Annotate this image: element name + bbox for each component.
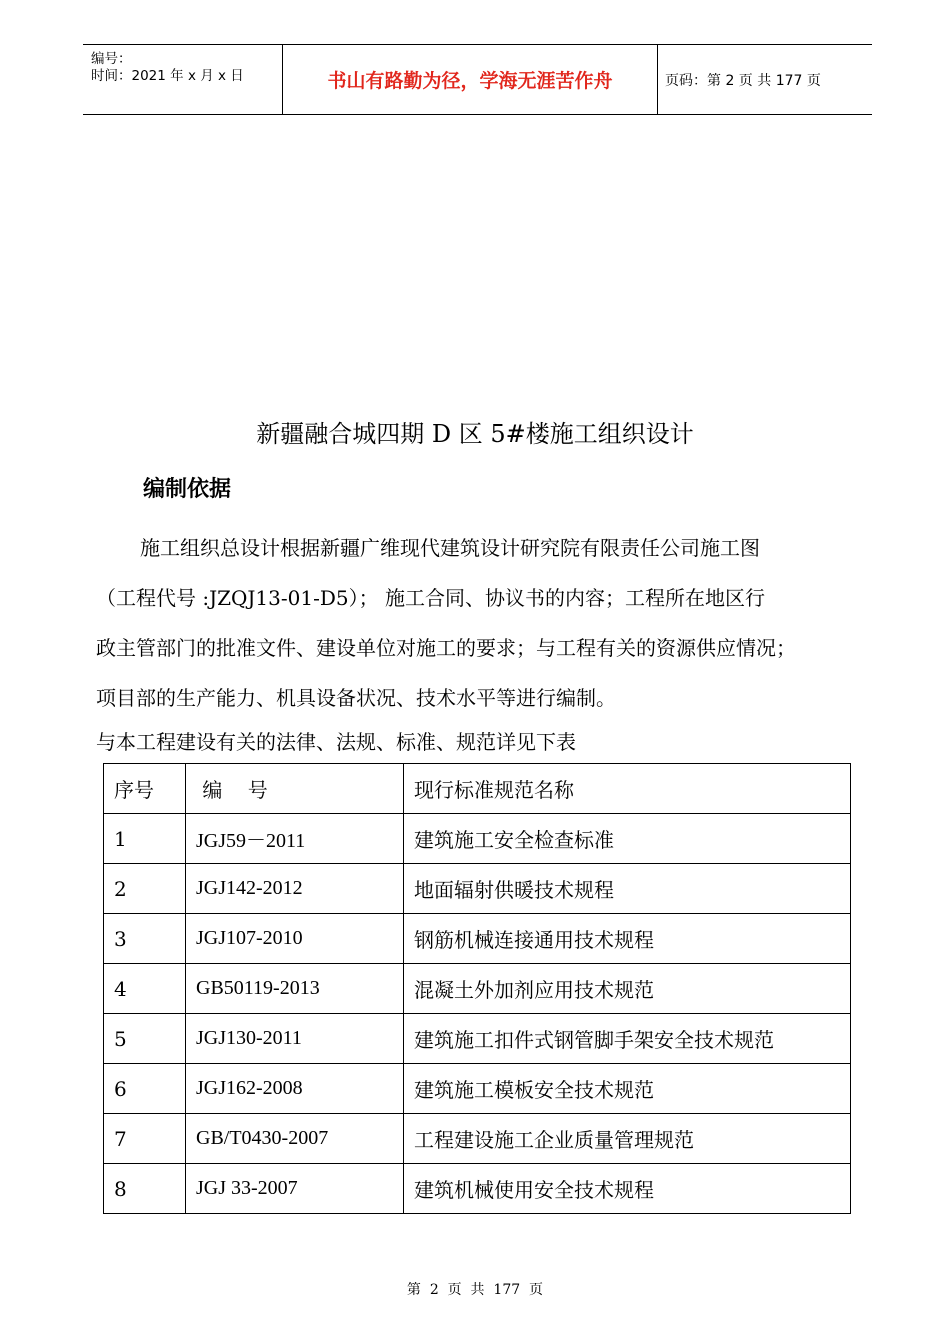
- row-code: JGJ142-2012: [186, 864, 404, 914]
- header-motto: 书山有路勤为径，学海无涯苦作舟: [282, 45, 658, 114]
- row-code: JGJ59－2011: [186, 814, 404, 864]
- header-index: 序号: [104, 764, 186, 814]
- table-header-row: [104, 764, 851, 814]
- row-code: GB50119-2013: [186, 964, 404, 1014]
- table-row: [104, 864, 851, 914]
- row-index: 7: [104, 1114, 186, 1164]
- table-intro: 与本工程建设有关的法律、法规、标准、规范详见下表: [96, 730, 576, 754]
- row-name: 钢筋机械连接通用技术规程: [404, 914, 851, 964]
- row-index: 8: [104, 1164, 186, 1214]
- page-footer: 第 2 页 共 177 页: [406, 1282, 544, 1298]
- row-code: JGJ162-2008: [186, 1064, 404, 1114]
- row-name: 建筑施工模板安全技术规范: [404, 1064, 851, 1114]
- row-index: 5: [104, 1014, 186, 1064]
- table-row: [104, 1064, 851, 1114]
- header-name: 现行标准规范名称: [404, 764, 851, 814]
- row-index: 6: [104, 1064, 186, 1114]
- basis-paragraph: [96, 523, 876, 723]
- table-row: [104, 1014, 851, 1064]
- row-name: 工程建设施工企业质量管理规范: [404, 1114, 851, 1164]
- paragraph-line: 施工组织总设计根据新疆广维现代建筑设计研究院有限责任公司施工图: [140, 536, 760, 560]
- row-code: JGJ 33-2007: [186, 1164, 404, 1214]
- page-header: [83, 44, 872, 115]
- table-row: [104, 1114, 851, 1164]
- table-row: [104, 964, 851, 1014]
- table-row: [104, 814, 851, 864]
- doc-date-label: 时间：2021 年 x 月 x 日: [91, 68, 244, 84]
- table-row: [104, 914, 851, 964]
- paragraph-line: （工程代号 :JZQJ13-01-D5）； 施工合同、协议书的内容；工程所在地区行: [96, 586, 765, 610]
- document-title: 新疆融合城四期 D 区 5#楼施工组织设计: [256, 420, 694, 448]
- row-index: 2: [104, 864, 186, 914]
- row-name: 建筑施工扣件式钢管脚手架安全技术规范: [404, 1014, 851, 1064]
- row-index: 1: [104, 814, 186, 864]
- row-code: JGJ130-2011: [186, 1014, 404, 1064]
- header-left-cell: [83, 45, 282, 114]
- header-page-info: 页码：第 2 页 共 177 页: [665, 72, 821, 89]
- row-name: 建筑机械使用安全技术规程: [404, 1164, 851, 1214]
- paragraph-line: 政主管部门的批准文件、建设单位对施工的要求；与工程有关的资源供应情况；: [96, 636, 796, 660]
- row-index: 3: [104, 914, 186, 964]
- row-code: JGJ107-2010: [186, 914, 404, 964]
- row-index: 4: [104, 964, 186, 1014]
- row-name: 混凝土外加剂应用技术规范: [404, 964, 851, 1014]
- standards-table: [103, 763, 851, 1214]
- section-heading: 编制依据: [143, 477, 232, 502]
- paragraph-line: 项目部的生产能力、机具设备状况、技术水平等进行编制。: [96, 686, 616, 710]
- row-name: 建筑施工安全检查标准: [404, 814, 851, 864]
- row-name: 地面辐射供暖技术规程: [404, 864, 851, 914]
- row-code: GB/T0430-2007: [186, 1114, 404, 1164]
- header-code: 编 号: [186, 764, 404, 814]
- table-row: [104, 1164, 851, 1214]
- doc-id-label: 编号：: [91, 51, 132, 67]
